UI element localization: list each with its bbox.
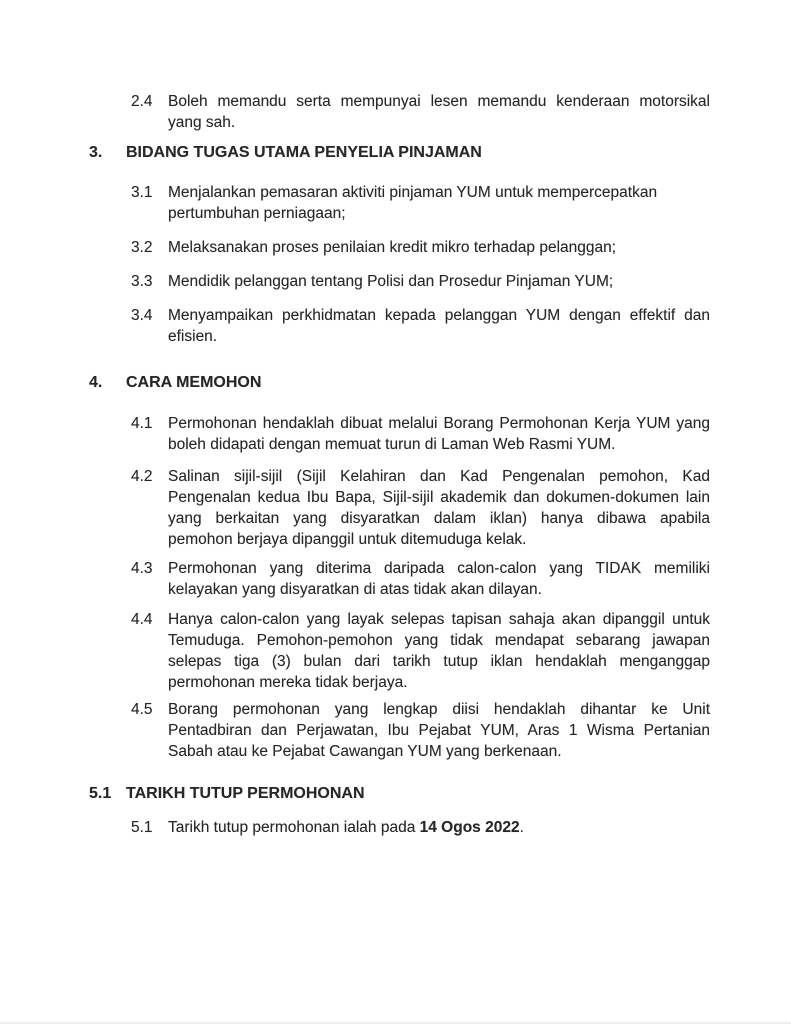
- section-number: 4.: [89, 374, 103, 391]
- clause-body: [168, 237, 710, 258]
- clause-number: 5.1: [131, 819, 153, 836]
- clause-3-1: [131, 182, 791, 224]
- clause-line: [168, 817, 710, 838]
- clause-line: Mendidik pelanggan tentang Polisi dan Prosedur Pinjaman YUM;: [168, 273, 614, 290]
- clause-number: 4.3: [131, 560, 153, 577]
- clause-number: 3.4: [131, 307, 153, 324]
- section-heading-4: [89, 372, 791, 393]
- clause-number: 3.3: [131, 273, 153, 290]
- clause-line: yang berkaitan yang disyaratkan dalam iklan) hanya dibawa apabila: [168, 510, 710, 527]
- clause-number: 4.5: [131, 701, 153, 718]
- closing-date-prefix: Tarikh tutup permohonan ialah pada: [168, 819, 420, 836]
- clause-4-4: [131, 609, 791, 693]
- clause-line: boleh didapati dengan memuat turun di Laman Web Rasmi YUM.: [168, 436, 616, 453]
- section-number: 5.1: [89, 785, 112, 802]
- clause-2-4: [131, 91, 791, 133]
- clause-line: selepas tiga (3) bulan dari tarikh tutup iklan hendaklah menganggap: [168, 653, 710, 670]
- clause-3-4: [131, 305, 791, 347]
- clause-line: Salinan sijil-sijil (Sijil Kelahiran dan Kad Pengenalan pemohon, Kad: [168, 468, 710, 485]
- clause-3-3: [131, 271, 791, 292]
- clause-body: [168, 817, 710, 838]
- clause-line: permohonan mereka tidak berjaya.: [168, 674, 408, 691]
- clause-4-1: [131, 413, 791, 455]
- clause-body: [168, 558, 710, 600]
- clause-line: yang sah.: [168, 114, 236, 131]
- clause-5-1: [131, 817, 791, 838]
- section-title: CARA MEMOHON: [126, 374, 262, 391]
- section-heading-5-1: [89, 783, 791, 804]
- clause-body: [168, 699, 710, 762]
- clause-line: Borang permohonan yang lengkap diisi hendaklah dihantar ke Unit: [168, 701, 710, 718]
- section-number: 3.: [89, 144, 103, 161]
- clause-line: Menyampaikan perkhidmatan kepada pelanggan YUM dengan effektif dan: [168, 307, 710, 324]
- clause-line: Boleh memandu serta mempunyai lesen memandu kenderaan motorsikal: [168, 93, 710, 110]
- clause-body: [168, 271, 710, 292]
- clause-line: pertumbuhan perniagaan;: [168, 205, 346, 222]
- clause-line: Sabah atau ke Pejabat Cawangan YUM yang berkenaan.: [168, 743, 562, 760]
- clause-4-5: [131, 699, 791, 762]
- clause-number: 4.4: [131, 611, 153, 628]
- clause-line: Permohonan hendaklah dibuat melalui Borang Permohonan Kerja YUM yang: [168, 415, 710, 432]
- clause-body: [168, 182, 710, 224]
- section-heading-3: [89, 142, 791, 163]
- clause-line: Melaksanakan proses penilaian kredit mikro terhadap pelanggan;: [168, 239, 617, 256]
- clause-body: [168, 305, 710, 347]
- clause-body: [168, 466, 710, 550]
- clause-line: kelayakan yang disyaratkan di atas tidak akan dilayan.: [168, 581, 542, 598]
- clause-number: 4.1: [131, 415, 153, 432]
- clause-line: Hanya calon-calon yang layak selepas tapisan sahaja akan dipanggil untuk: [168, 611, 710, 628]
- clause-number: 4.2: [131, 468, 153, 485]
- clause-number: 3.2: [131, 239, 153, 256]
- clause-3-2: [131, 237, 791, 258]
- clause-number: 3.1: [131, 184, 153, 201]
- clause-line: Temuduga. Pemohon-pemohon yang tidak mendapat sebarang jawapan: [168, 632, 710, 649]
- clause-4-2: [131, 466, 791, 550]
- clause-line: Menjalankan pemasaran aktiviti pinjaman YUM untuk mempercepatkan: [168, 184, 658, 201]
- clause-body: [168, 91, 710, 133]
- clause-line: efisien.: [168, 328, 218, 345]
- clause-line: Permohonan yang diterima daripada calon-calon yang TIDAK memiliki: [168, 560, 710, 577]
- clause-number: 2.4: [131, 93, 153, 110]
- clause-body: [168, 609, 710, 693]
- section-title: BIDANG TUGAS UTAMA PENYELIA PINJAMAN: [126, 144, 482, 161]
- clause-line: pemohon berjaya dipanggil untuk ditemuduga kelak.: [168, 531, 527, 548]
- clause-body: [168, 413, 710, 455]
- clause-line: Pengenalan kedua Ibu Bapa, Sijil-sijil akademik dan dokumen-dokumen lain: [168, 489, 710, 506]
- section-title: TARIKH TUTUP PERMOHONAN: [126, 785, 365, 802]
- clause-line: Pentadbiran dan Perjawatan, Ibu Pejabat YUM, Aras 1 Wisma Pertanian: [168, 722, 710, 739]
- closing-date: 14 Ogos 2022: [419, 819, 520, 836]
- clause-4-3: [131, 558, 791, 600]
- closing-date-suffix: .: [519, 819, 524, 836]
